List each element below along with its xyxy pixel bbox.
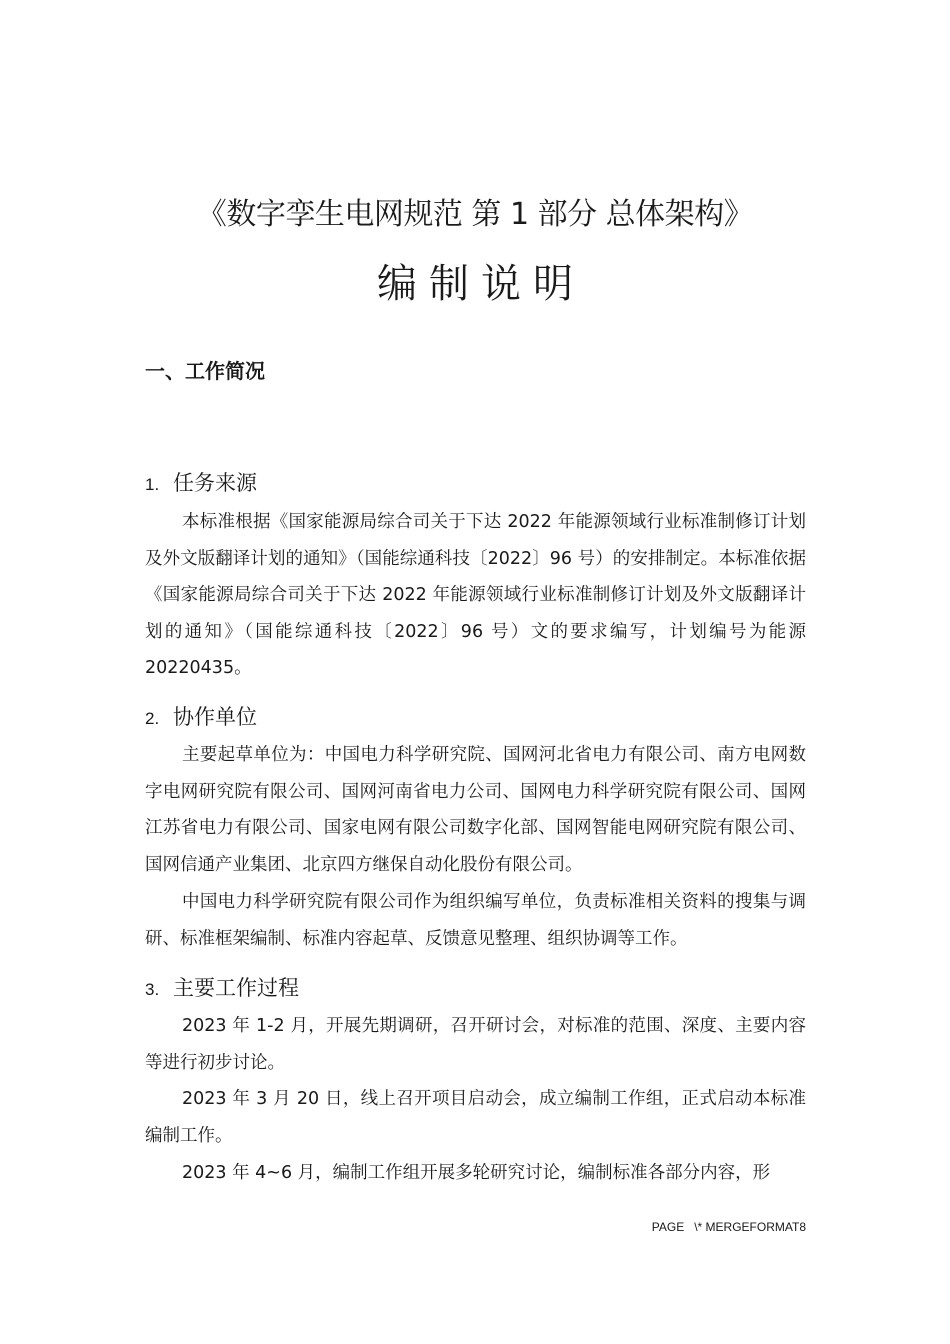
subsection-heading-cooperating-units [145,701,257,735]
paragraph-process-step-2: 2023 年 3 月 20 日，线上召开项目启动会，成立编制工作组，正式启动本标准编制工作。 [145,1089,806,1146]
section-heading: 一、工作简况 [145,359,265,383]
subsection-number: 3. [145,980,160,999]
subsection-heading-task-source [145,467,257,501]
subsection-title: 协作单位 [173,705,257,729]
subsection-title: 主要工作过程 [173,976,299,1000]
paragraph-process-step-1: 2023 年 1-2 月，开展先期调研，召开研讨会，对标准的范围、深度、主要内容等进行初步讨论。 [145,1016,806,1073]
document-subtitle: 编制说明 [377,261,585,307]
paragraph-organizing-unit: 中国电力科学研究院有限公司作为组织编写单位，负责标准相关资料的搜集与调研、标准框架编制、标准内容起草、反馈意见整理、组织协调等工作。 [145,892,806,949]
subsection-number: 1. [145,475,160,494]
subsection-title: 任务来源 [173,471,257,495]
document-title: 《数字孪生电网规范 第 1 部分 总体架构》 [196,197,754,232]
subsection-number: 2. [145,709,160,728]
paragraph-drafting-units: 主要起草单位为：中国电力科学研究院、国网河北省电力有限公司、南方电网数字电网研究院有限公司、国网河南省电力公司、国网电力科学研究院有限公司、国网江苏省电力有限公司、国家电网有限公司数字化部、国网智能电网研究院有限公司、国网信通产业集团、北京四方继保自动化股份有限公司。 [145,745,806,875]
paragraph-task-source: 本标准根据《国家能源局综合司关于下达 2022 年能源领域行业标准制修订计划及外文版翻译计划的通知》（国能综通科技〔2022〕96 号）的安排制定。本标准依据《国家能源局综合司关于下达 2022 年能源领域行业标准制修订计划及外文版翻译计划的通知》（国能综通科技〔2022〕96 号）文的要求编写，计划编号为能源 20220435。 [145,512,806,678]
subsection-heading-work-process [145,972,299,1006]
paragraph-process-step-3: 2023 年 4~6 月，编制工作组开展多轮研究讨论，编制标准各部分内容，形 [182,1163,771,1183]
page-footer-field: PAGE \* MERGEFORMAT8 [651,1220,806,1234]
